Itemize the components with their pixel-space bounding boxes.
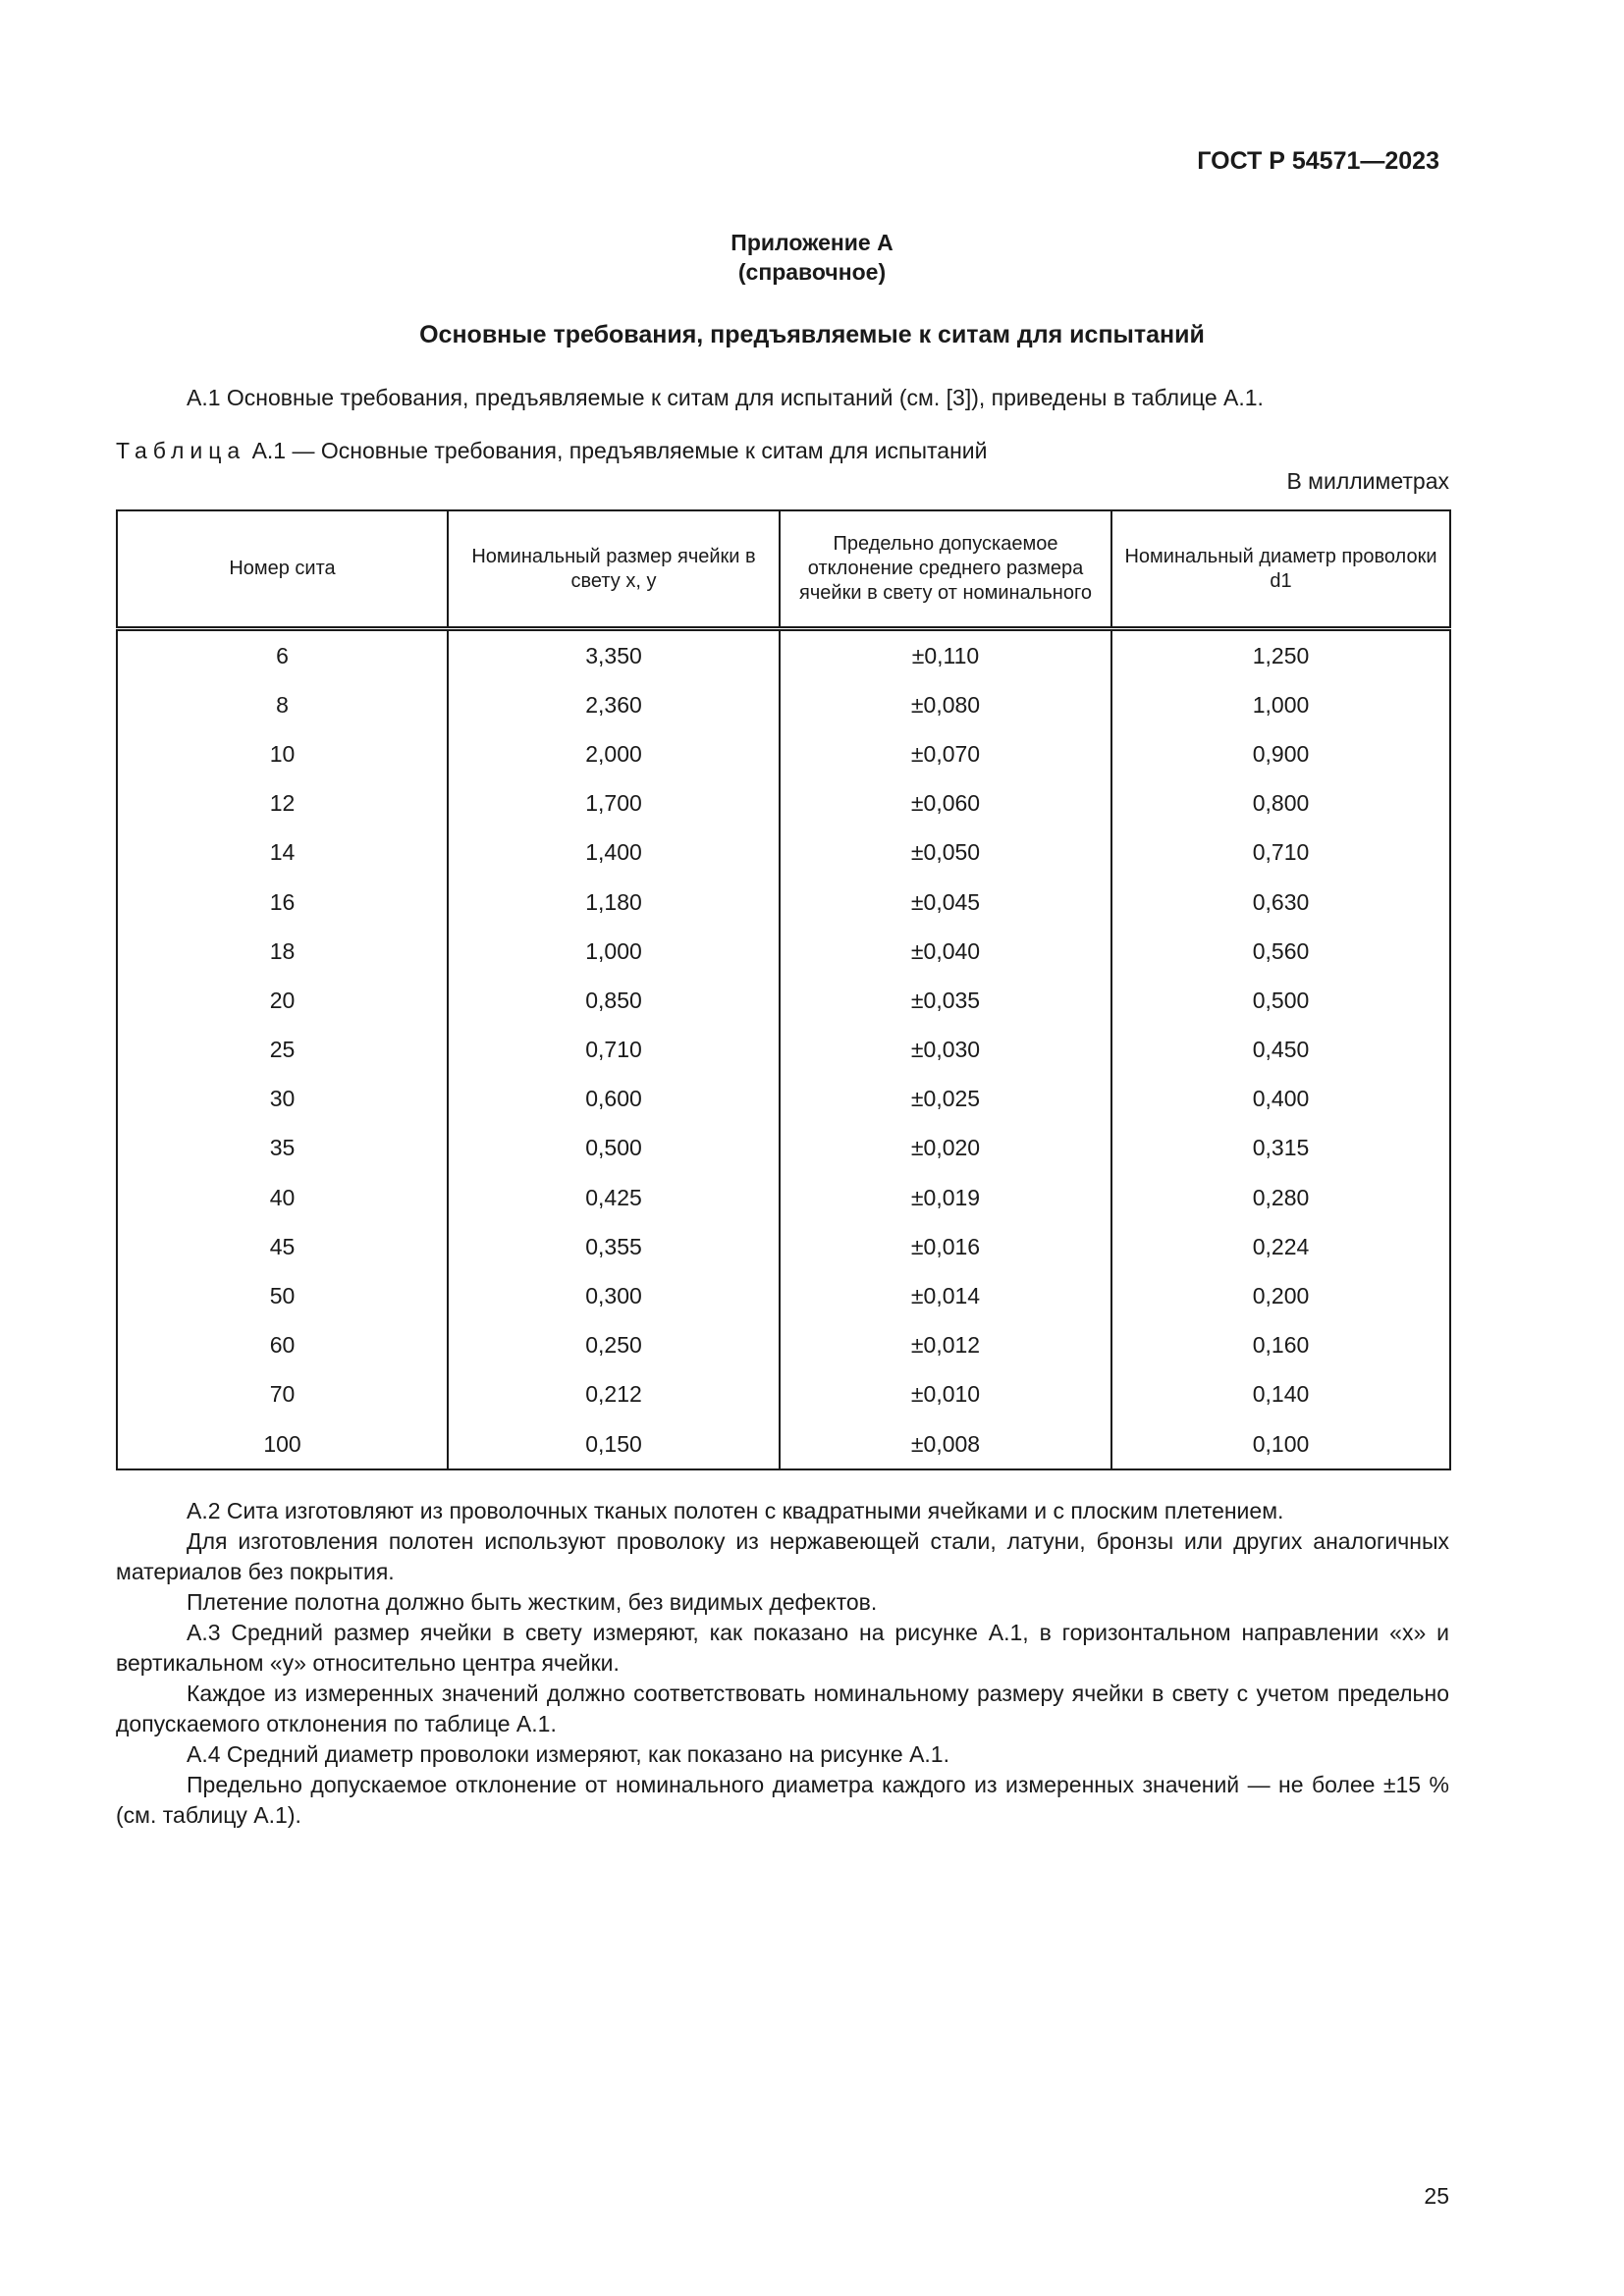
cell-sieve-number: 70 <box>117 1370 448 1419</box>
annex-subtitle: (справочное) <box>737 259 887 285</box>
cell-sieve-number: 12 <box>117 779 448 828</box>
document-title: Основные требования, предъявляемые к ситам для испытаний <box>419 321 1205 348</box>
cell-wire-diameter: 0,160 <box>1111 1321 1450 1370</box>
body-paragraph: Для изготовления полотен используют проволоку из нержавеющей стали, латуни, бронзы или других аналогичных материалов без покрытия. <box>116 1528 1449 1584</box>
cell-deviation: ±0,020 <box>780 1124 1111 1173</box>
table-row <box>117 1271 1450 1320</box>
cell-sieve-number: 100 <box>117 1419 448 1469</box>
cell-nominal-size: 1,400 <box>448 828 780 878</box>
cell-wire-diameter: 0,140 <box>1111 1370 1450 1419</box>
cell-wire-diameter: 0,500 <box>1111 976 1450 1025</box>
header-deviation: Предельно допускаемое отклонение среднего размера ячейки в свету от номинального <box>780 510 1111 629</box>
standard-code: ГОСТ Р 54571—2023 <box>1197 147 1439 175</box>
body-paragraph: Предельно допускаемое отклонение от номинального диаметра каждого из измеренных значений — не более ±15 % (см. таблицу А.1). <box>116 1772 1449 1828</box>
table-caption <box>116 438 987 464</box>
cell-wire-diameter: 0,400 <box>1111 1075 1450 1124</box>
cell-wire-diameter: 0,315 <box>1111 1124 1450 1173</box>
cell-sieve-number: 16 <box>117 878 448 927</box>
cell-deviation: ±0,025 <box>780 1075 1111 1124</box>
body-paragraph: А.4 Средний диаметр проволоки измеряют, как показано на рисунке А.1. <box>187 1741 949 1767</box>
cell-nominal-size: 1,180 <box>448 878 780 927</box>
table-row <box>117 1321 1450 1370</box>
cell-nominal-size: 0,500 <box>448 1124 780 1173</box>
cell-deviation: ±0,012 <box>780 1321 1111 1370</box>
cell-nominal-size: 0,600 <box>448 1075 780 1124</box>
cell-nominal-size: 0,355 <box>448 1222 780 1271</box>
cell-nominal-size: 2,360 <box>448 680 780 729</box>
cell-sieve-number: 45 <box>117 1222 448 1271</box>
table-units-note: В миллиметрах <box>1286 468 1449 494</box>
header-nominal-size: Номинальный размер ячейки в свету x, y <box>448 510 780 629</box>
cell-deviation: ±0,050 <box>780 828 1111 878</box>
cell-nominal-size: 0,425 <box>448 1173 780 1222</box>
table-row <box>117 976 1450 1025</box>
cell-sieve-number: 8 <box>117 680 448 729</box>
cell-deviation: ±0,010 <box>780 1370 1111 1419</box>
cell-nominal-size: 1,700 <box>448 779 780 828</box>
cell-nominal-size: 1,000 <box>448 927 780 976</box>
header-sieve-number: Номер сита <box>117 510 448 629</box>
table-row <box>117 828 1450 878</box>
cell-deviation: ±0,040 <box>780 927 1111 976</box>
table-header-row <box>117 510 1450 629</box>
intro-paragraph: А.1 Основные требования, предъявляемые к ситам для испытаний (см. [3]), приведены в таблице А.1. <box>187 385 1264 410</box>
table-row <box>117 779 1450 828</box>
cell-deviation: ±0,014 <box>780 1271 1111 1320</box>
cell-sieve-number: 10 <box>117 729 448 778</box>
body-paragraph: Плетение полотна должно быть жестким, без видимых дефектов. <box>187 1589 878 1615</box>
cell-deviation: ±0,045 <box>780 878 1111 927</box>
table-row <box>117 629 1450 681</box>
body-paragraph: Каждое из измеренных значений должно соответствовать номинальному размеру ячейки в свету с учетом предельно допускаемого отклонения по таблице А.1. <box>116 1681 1449 1736</box>
cell-deviation: ±0,019 <box>780 1173 1111 1222</box>
annex-title: Приложение А <box>731 230 893 255</box>
header-wire-diameter: Номинальный диаметр проволоки d1 <box>1111 510 1450 629</box>
cell-wire-diameter: 0,450 <box>1111 1026 1450 1075</box>
table-row <box>117 1075 1450 1124</box>
cell-wire-diameter: 0,900 <box>1111 729 1450 778</box>
cell-wire-diameter: 0,280 <box>1111 1173 1450 1222</box>
body-paragraph: А.3 Средний размер ячейки в свету измеряют, как показано на рисунке А.1, в горизонтальном направлении «x» и вертикальном «y» относительно центра ячейки. <box>116 1620 1449 1676</box>
cell-deviation: ±0,080 <box>780 680 1111 729</box>
cell-wire-diameter: 0,560 <box>1111 927 1450 976</box>
table-row <box>117 1222 1450 1271</box>
cell-sieve-number: 14 <box>117 828 448 878</box>
cell-deviation: ±0,030 <box>780 1026 1111 1075</box>
cell-deviation: ±0,008 <box>780 1419 1111 1469</box>
table-body <box>117 629 1450 1470</box>
cell-deviation: ±0,070 <box>780 729 1111 778</box>
table-row <box>117 1124 1450 1173</box>
cell-nominal-size: 0,710 <box>448 1026 780 1075</box>
cell-nominal-size: 0,850 <box>448 976 780 1025</box>
cell-nominal-size: 3,350 <box>448 629 780 681</box>
table-row <box>117 1173 1450 1222</box>
page-number: 25 <box>1424 2183 1449 2209</box>
cell-wire-diameter: 1,000 <box>1111 680 1450 729</box>
sieve-requirements-table <box>116 509 1451 1470</box>
table-row <box>117 878 1450 927</box>
cell-nominal-size: 0,250 <box>448 1321 780 1370</box>
body-text <box>116 1496 1449 1831</box>
cell-sieve-number: 18 <box>117 927 448 976</box>
table-row <box>117 680 1450 729</box>
cell-sieve-number: 60 <box>117 1321 448 1370</box>
annex-heading <box>0 228 1624 287</box>
table-row <box>117 729 1450 778</box>
cell-sieve-number: 25 <box>117 1026 448 1075</box>
cell-sieve-number: 50 <box>117 1271 448 1320</box>
cell-deviation: ±0,035 <box>780 976 1111 1025</box>
table-row <box>117 1026 1450 1075</box>
cell-deviation: ±0,110 <box>780 629 1111 681</box>
body-paragraph: А.2 Сита изготовляют из проволочных тканых полотен с квадратными ячейками и с плоским плетением. <box>187 1498 1284 1523</box>
cell-wire-diameter: 0,630 <box>1111 878 1450 927</box>
cell-sieve-number: 20 <box>117 976 448 1025</box>
cell-wire-diameter: 0,800 <box>1111 779 1450 828</box>
table-caption-text: А.1 — Основные требования, предъявляемые к ситам для испытаний <box>251 438 988 463</box>
cell-nominal-size: 0,150 <box>448 1419 780 1469</box>
cell-deviation: ±0,060 <box>780 779 1111 828</box>
cell-sieve-number: 30 <box>117 1075 448 1124</box>
table-row <box>117 1419 1450 1469</box>
cell-deviation: ±0,016 <box>780 1222 1111 1271</box>
cell-wire-diameter: 0,200 <box>1111 1271 1450 1320</box>
cell-sieve-number: 35 <box>117 1124 448 1173</box>
cell-nominal-size: 0,300 <box>448 1271 780 1320</box>
cell-wire-diameter: 0,224 <box>1111 1222 1450 1271</box>
cell-nominal-size: 0,212 <box>448 1370 780 1419</box>
table-row <box>117 1370 1450 1419</box>
cell-wire-diameter: 0,710 <box>1111 828 1450 878</box>
cell-sieve-number: 40 <box>117 1173 448 1222</box>
cell-nominal-size: 2,000 <box>448 729 780 778</box>
table-row <box>117 927 1450 976</box>
cell-wire-diameter: 0,100 <box>1111 1419 1450 1469</box>
cell-wire-diameter: 1,250 <box>1111 629 1450 681</box>
cell-sieve-number: 6 <box>117 629 448 681</box>
table-caption-label: Таблица <box>116 438 246 463</box>
